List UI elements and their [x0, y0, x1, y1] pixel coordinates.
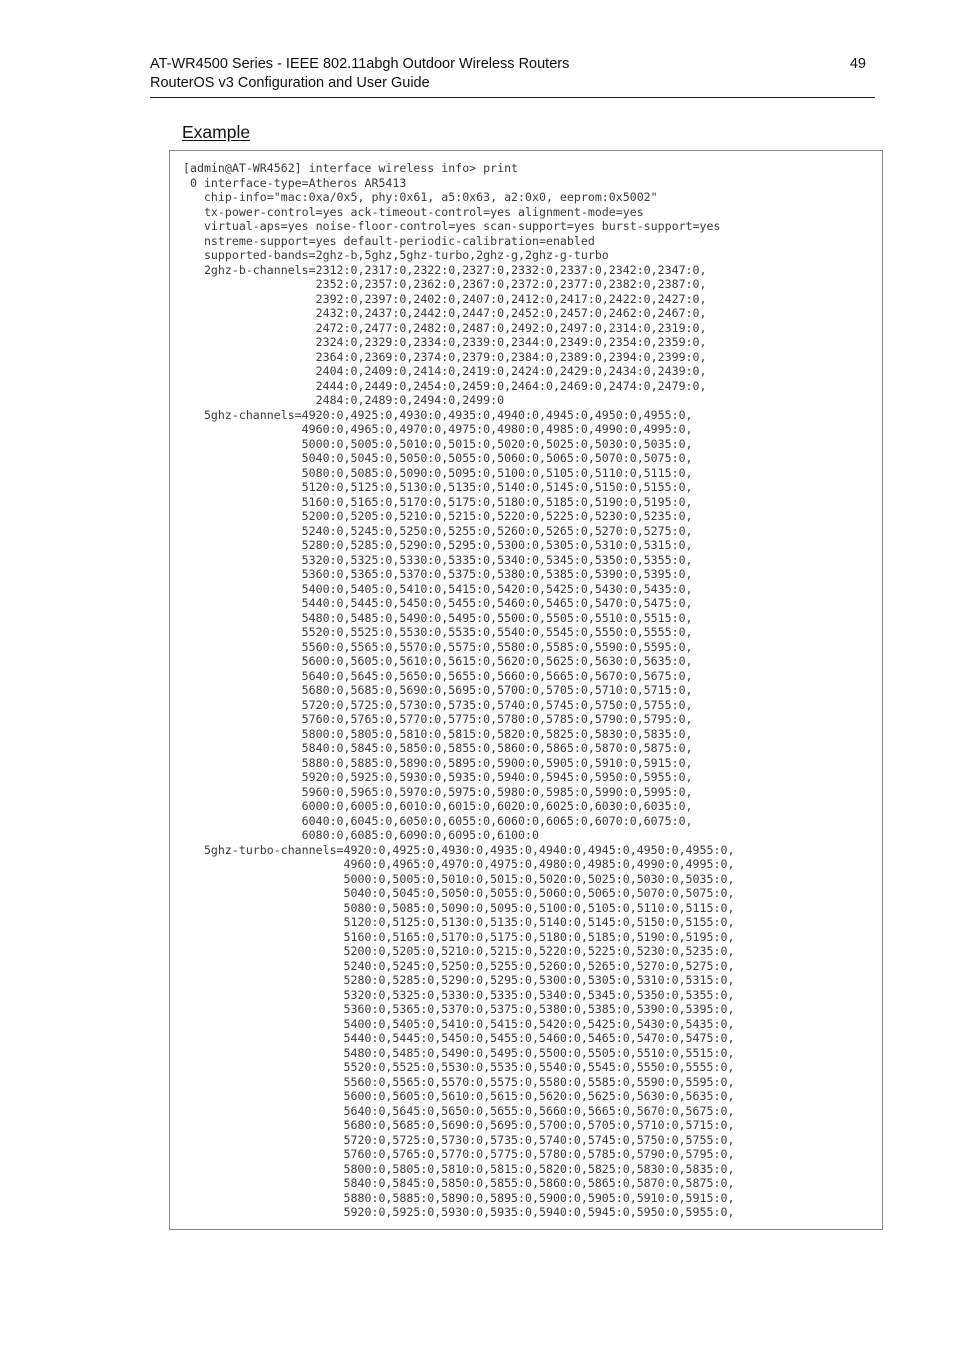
code-line: 5840:0,5845:0,5850:0,5855:0,5860:0,5865:0,5870:0,5875:0, — [183, 1176, 735, 1190]
code-line: 5440:0,5445:0,5450:0,5455:0,5460:0,5465:0,5470:0,5475:0, — [183, 596, 693, 610]
code-line: 0 interface-type=Atheros AR5413 — [183, 175, 407, 190]
code-line: nstreme-support=yes default-periodic-calibration=enabled — [183, 233, 595, 248]
code-line: 4960:0,4965:0,4970:0,4975:0,4980:0,4985:0,4990:0,4995:0, — [183, 857, 735, 871]
code-line: 2444:0,2449:0,2454:0,2459:0,2464:0,2469:0,2474:0,2479:0, — [183, 378, 707, 393]
code-line: 2ghz-b-channels=2312:0,2317:0,2322:0,2327:0,2332:0,2337:0,2342:0,2347:0, — [183, 262, 707, 277]
code-line: 5760:0,5765:0,5770:0,5775:0,5780:0,5785:0,5790:0,5795:0, — [183, 712, 693, 726]
code-line: 5040:0,5045:0,5050:0,5055:0,5060:0,5065:0,5070:0,5075:0, — [183, 451, 693, 465]
code-line: 5560:0,5565:0,5570:0,5575:0,5580:0,5585:0,5590:0,5595:0, — [183, 639, 693, 654]
code-line: 5560:0,5565:0,5570:0,5575:0,5580:0,5585:0,5590:0,5595:0, — [183, 1074, 735, 1089]
section-title: Example — [182, 122, 251, 142]
code-line: 5400:0,5405:0,5410:0,5415:0,5420:0,5425:0,5430:0,5435:0, — [183, 581, 693, 596]
code-line: 5520:0,5525:0,5530:0,5535:0,5540:0,5545:0,5550:0,5555:0, — [183, 1060, 735, 1074]
code-line: 5640:0,5645:0,5650:0,5655:0,5660:0,5665:0,5670:0,5675:0, — [183, 668, 693, 683]
code-line: 6080:0,6085:0,6090:0,6095:0,6100:0 — [183, 828, 539, 842]
code-line: 5840:0,5845:0,5850:0,5855:0,5860:0,5865:0,5870:0,5875:0, — [183, 741, 693, 755]
code-line: 5800:0,5805:0,5810:0,5815:0,5820:0,5825:0,5830:0,5835:0, — [183, 726, 693, 741]
code-line: 5880:0,5885:0,5890:0,5895:0,5900:0,5905:0,5910:0,5915:0, — [183, 1190, 735, 1205]
code-line: 5ghz-channels=4920:0,4925:0,4930:0,4935:0,4940:0,4945:0,4950:0,4955:0, — [183, 407, 693, 422]
header-title-line2: RouterOS v3 Configuration and User Guide — [150, 75, 430, 91]
code-line: 5720:0,5725:0,5730:0,5735:0,5740:0,5745:0,5750:0,5755:0, — [183, 1132, 735, 1147]
code-line: 2352:0,2357:0,2362:0,2367:0,2372:0,2377:0,2382:0,2387:0, — [183, 277, 707, 291]
code-line: 5120:0,5125:0,5130:0,5135:0,5140:0,5145:0,5150:0,5155:0, — [183, 480, 693, 494]
code-line: 5600:0,5605:0,5610:0,5615:0,5620:0,5625:0,5630:0,5635:0, — [183, 654, 693, 668]
code-line: 6000:0,6005:0,6010:0,6015:0,6020:0,6025:0,6030:0,6035:0, — [183, 799, 693, 813]
code-line: 5080:0,5085:0,5090:0,5095:0,5100:0,5105:0,5110:0,5115:0, — [183, 465, 693, 480]
code-line: 5000:0,5005:0,5010:0,5015:0,5020:0,5025:0,5030:0,5035:0, — [183, 436, 693, 451]
code-example-box — [169, 150, 883, 1230]
code-line: 5400:0,5405:0,5410:0,5415:0,5420:0,5425:0,5430:0,5435:0, — [183, 1016, 735, 1031]
code-line: 5600:0,5605:0,5610:0,5615:0,5620:0,5625:0,5630:0,5635:0, — [183, 1089, 735, 1103]
code-line: 5680:0,5685:0,5690:0,5695:0,5700:0,5705:0,5710:0,5715:0, — [183, 683, 693, 697]
code-line: 5640:0,5645:0,5650:0,5655:0,5660:0,5665:0,5670:0,5675:0, — [183, 1103, 735, 1118]
code-line: 4960:0,4965:0,4970:0,4975:0,4980:0,4985:0,4990:0,4995:0, — [183, 422, 693, 436]
code-line: 6040:0,6045:0,6050:0,6055:0,6060:0,6065:0,6070:0,6075:0, — [183, 813, 693, 828]
code-line: 5920:0,5925:0,5930:0,5935:0,5940:0,5945:0,5950:0,5955:0, — [183, 1205, 735, 1219]
code-line: chip-info="mac:0xa/0x5, phy:0x61, a5:0x63, a2:0x0, eeprom:0x5002" — [183, 190, 658, 204]
code-line: 5240:0,5245:0,5250:0,5255:0,5260:0,5265:0,5270:0,5275:0, — [183, 958, 735, 973]
code-line: virtual-aps=yes noise-floor-control=yes scan-support=yes burst-support=yes — [183, 219, 721, 233]
code-line: 5080:0,5085:0,5090:0,5095:0,5100:0,5105:0,5110:0,5115:0, — [183, 900, 735, 915]
code-line: 2432:0,2437:0,2442:0,2447:0,2452:0,2457:0,2462:0,2467:0, — [183, 306, 707, 320]
page-number: 49 — [849, 56, 866, 72]
code-line: 5480:0,5485:0,5490:0,5495:0,5500:0,5505:0,5510:0,5515:0, — [183, 610, 693, 625]
code-line: 2364:0,2369:0,2374:0,2379:0,2384:0,2389:0,2394:0,2399:0, — [183, 349, 707, 364]
code-line: 2472:0,2477:0,2482:0,2487:0,2492:0,2497:0,2314:0,2319:0, — [183, 320, 707, 335]
header-title-line1: AT-WR4500 Series - IEEE 802.11abgh Outdoor Wireless Routers — [150, 56, 570, 72]
code-line: 5360:0,5365:0,5370:0,5375:0,5380:0,5385:0,5390:0,5395:0, — [183, 567, 693, 581]
page-header — [150, 55, 875, 98]
code-line: 5680:0,5685:0,5690:0,5695:0,5700:0,5705:0,5710:0,5715:0, — [183, 1118, 735, 1132]
code-line: 2324:0,2329:0,2334:0,2339:0,2344:0,2349:0,2354:0,2359:0, — [183, 335, 707, 349]
code-line: 5200:0,5205:0,5210:0,5215:0,5220:0,5225:0,5230:0,5235:0, — [183, 509, 693, 523]
code-line: 5440:0,5445:0,5450:0,5455:0,5460:0,5465:0,5470:0,5475:0, — [183, 1031, 735, 1045]
code-block — [183, 161, 734, 1220]
code-line: [admin@AT-WR4562] interface wireless info> print — [183, 161, 519, 175]
code-line: 5480:0,5485:0,5490:0,5495:0,5500:0,5505:0,5510:0,5515:0, — [183, 1045, 735, 1060]
code-line: 2392:0,2397:0,2402:0,2407:0,2412:0,2417:0,2422:0,2427:0, — [183, 291, 707, 306]
code-line: 5200:0,5205:0,5210:0,5215:0,5220:0,5225:0,5230:0,5235:0, — [183, 944, 735, 958]
code-line: 2404:0,2409:0,2414:0,2419:0,2424:0,2429:0,2434:0,2439:0, — [183, 364, 707, 378]
code-line: 5520:0,5525:0,5530:0,5535:0,5540:0,5545:0,5550:0,5555:0, — [183, 625, 693, 639]
code-line: tx-power-control=yes ack-timeout-control=yes alignment-mode=yes — [183, 204, 644, 219]
code-line: 5240:0,5245:0,5250:0,5255:0,5260:0,5265:0,5270:0,5275:0, — [183, 523, 693, 538]
code-line: 5360:0,5365:0,5370:0,5375:0,5380:0,5385:0,5390:0,5395:0, — [183, 1002, 735, 1016]
code-line: 5280:0,5285:0,5290:0,5295:0,5300:0,5305:0,5310:0,5315:0, — [183, 538, 693, 552]
code-line: 5000:0,5005:0,5010:0,5015:0,5020:0,5025:0,5030:0,5035:0, — [183, 871, 735, 886]
code-line: 5880:0,5885:0,5890:0,5895:0,5900:0,5905:0,5910:0,5915:0, — [183, 755, 693, 770]
code-line: 5760:0,5765:0,5770:0,5775:0,5780:0,5785:0,5790:0,5795:0, — [183, 1147, 735, 1161]
code-line: 5160:0,5165:0,5170:0,5175:0,5180:0,5185:0,5190:0,5195:0, — [183, 929, 735, 944]
code-line: 5920:0,5925:0,5930:0,5935:0,5940:0,5945:0,5950:0,5955:0, — [183, 770, 693, 784]
code-line: 5960:0,5965:0,5970:0,5975:0,5980:0,5985:0,5990:0,5995:0, — [183, 784, 693, 799]
code-line: supported-bands=2ghz-b,5ghz,5ghz-turbo,2ghz-g,2ghz-g-turbo — [183, 248, 609, 262]
code-line: 5720:0,5725:0,5730:0,5735:0,5740:0,5745:0,5750:0,5755:0, — [183, 697, 693, 712]
code-line: 5ghz-turbo-channels=4920:0,4925:0,4930:0,4935:0,4940:0,4945:0,4950:0,4955:0, — [183, 842, 735, 857]
code-line: 5160:0,5165:0,5170:0,5175:0,5180:0,5185:0,5190:0,5195:0, — [183, 494, 693, 509]
code-line: 5120:0,5125:0,5130:0,5135:0,5140:0,5145:0,5150:0,5155:0, — [183, 915, 735, 929]
code-line: 2484:0,2489:0,2494:0,2499:0 — [183, 393, 505, 407]
code-line: 5280:0,5285:0,5290:0,5295:0,5300:0,5305:0,5310:0,5315:0, — [183, 973, 735, 987]
code-line: 5320:0,5325:0,5330:0,5335:0,5340:0,5345:0,5350:0,5355:0, — [183, 987, 735, 1002]
code-line: 5040:0,5045:0,5050:0,5055:0,5060:0,5065:0,5070:0,5075:0, — [183, 886, 735, 900]
code-line: 5800:0,5805:0,5810:0,5815:0,5820:0,5825:0,5830:0,5835:0, — [183, 1161, 735, 1176]
code-line: 5320:0,5325:0,5330:0,5335:0,5340:0,5345:0,5350:0,5355:0, — [183, 552, 693, 567]
